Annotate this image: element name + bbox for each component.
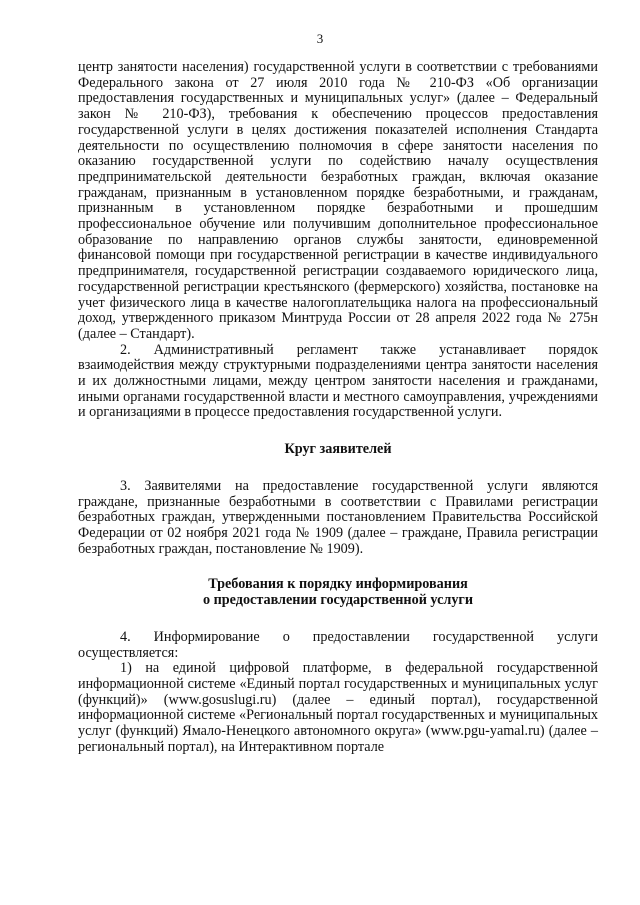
paragraph-4: 4. Информирование о предоставлении государственной услуги осуществляется: xyxy=(78,628,598,661)
paragraph-continuation: центр занятости населения) государственной услуги в соответствии с требованиями Федерального закона от 27 июля 2010 года № 210-ФЗ «Об организации предоставления государственных и муниципальных услуг» (далее – Федеральный закон № 210-ФЗ), требования к обеспечению процессов предоставления государственной услуги в целях достижения показателей исполнения Стандарта деятельности по осуществлению полномочия в сфере занятости населения по оказанию государственной услуги по содействию началу осуществления предпринимательской деятельности безработных граждан, включая оказание гражданам, признанным в установленном порядке безработными, и гражданам, признанным в установленном порядке безработными и прошедшим профессиональное обучение или получившим дополнительное профессиональное образование по направлению органов службы занятости, единовременной финансовой помощи при государственной регистрации в качестве индивидуального предпринимателя, государственной регистрации создаваемого юридического лица, государственной регистрации крестьянского (фермерского) хозяйства, постановке на учет физического лица в качестве налогоплательщика налога на профессиональный доход, утвержденного приказом Минтруда России от 28 апреля 2022 года № 275н (далее – Стандарт). xyxy=(78,59,598,342)
document-body xyxy=(78,60,598,755)
paragraph-3: 3. Заявителями на предоставление государственной услуги являются граждане, признанные безработными в соответствии с Правилами регистрации безработных граждан, утвержденными постановлением Правительства Российской Федерации от 02 ноября 2021 года № 1909 (далее – граждане, Правила регистрации безработных граждан, постановление № 1909). xyxy=(78,477,598,557)
paragraph-2: 2. Административный регламент также устанавливает порядок взаимодействия между структурными подразделениями центра занятости населения и их должностными лицами, между центром занятости населения и гражданами, иными органами государственной власти и местного самоуправления, учреждениями и организациями в процессе предоставления государственной услуги. xyxy=(78,341,598,421)
page-number: 3 xyxy=(316,31,324,46)
paragraph-4-item-1: 1) на единой цифровой платформе, в федеральной государственной информационной системе «Единый портал государственных и муниципальных услуг (функций)» (www.gosuslugi.ru) (далее – единый портал), государственной информационной системе «Региональный портал государственных и муниципальных услуг (функций) Ямало-Ненецкого автономного округа» (www.pgu-yamal.ru) (далее – региональный портал), на Интерактивном портале xyxy=(78,660,598,755)
section-heading-informing xyxy=(78,577,598,608)
section-heading-line-1: Требования к порядку информирования xyxy=(208,576,468,593)
section-heading-line-2: о предоставлении государственной услуги xyxy=(202,592,474,609)
section-heading-applicants: Круг заявителей xyxy=(284,441,392,458)
